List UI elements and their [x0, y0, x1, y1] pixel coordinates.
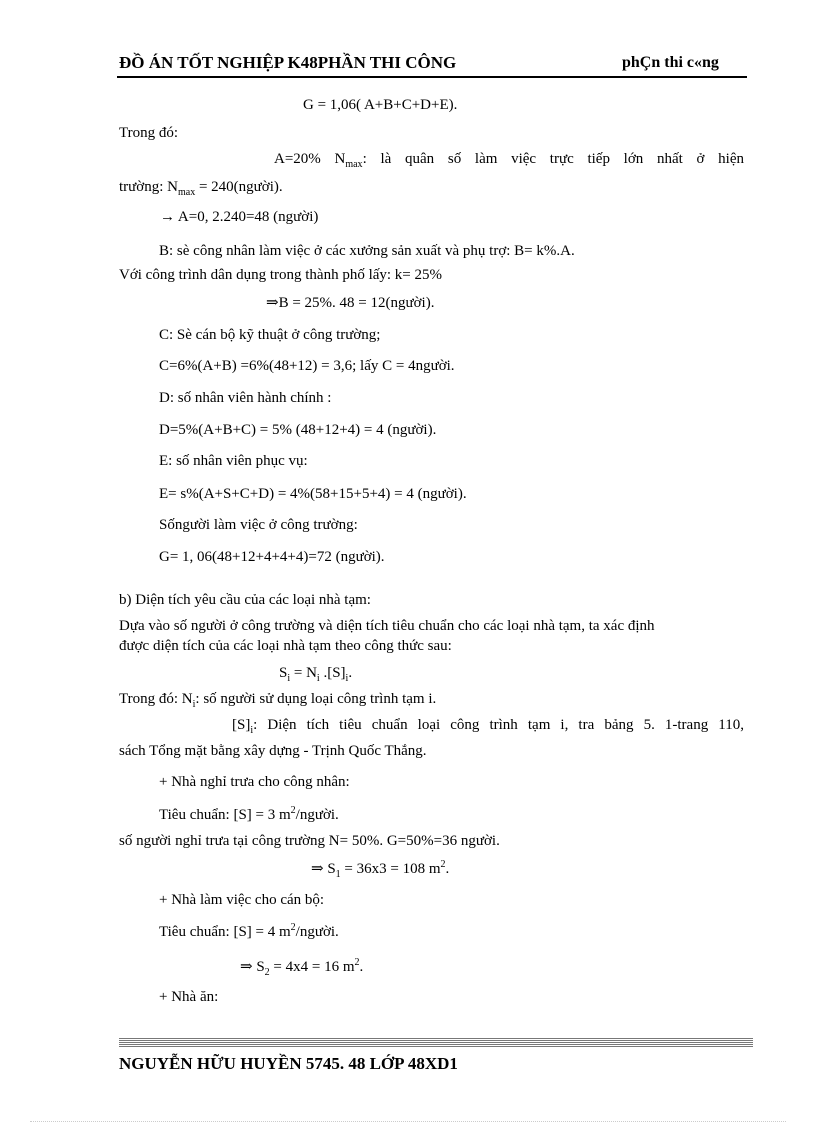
header-title: ĐỒ ÁN TỐT NGHIỆP K48PHẦN THI CÔNG — [119, 53, 457, 72]
text-standard-2: Tiêu chuẩn: [S] = 4 $m^2$/người. — [159, 922, 339, 940]
formula-g-total: G= 1, 06(48+12+4+4+4)=72 (người). — [159, 549, 385, 565]
text-nmax: trường: $N_{max}$ = 240(người). — [119, 179, 283, 198]
formula-a: → A=0, 2.240=48 (người) — [160, 209, 319, 225]
text-workers: Sốngười làm việc ở công trường: — [159, 517, 358, 533]
text-k: Với công trình dân dụng trong thành phố lấy: k= 25% — [119, 267, 443, 283]
text-where: Trong đó: — [119, 125, 179, 141]
section-heading-b: b) Diện tích yêu cầu của các loại nhà tạm: — [119, 592, 371, 608]
item-canteen: + Nhà ăn: — [159, 989, 219, 1005]
text-reference: sách Tổng mặt bằng xây dựng - Trịnh Quốc Thắng. — [119, 743, 427, 759]
text-si-definition: $[S]_i$: Diện tích tiêu chuẩn loại công trình tạm i, tra bảng 5. 1-trang 110, — [232, 717, 744, 736]
item-office-house: + Nhà làm việc cho cán bộ: — [159, 892, 325, 908]
formula-c: C=6%(A+B) =6%(48+12) = 3,6; lấy C = 4người. — [159, 358, 455, 374]
formula-s2: ⇒ $S_2 = 4x4 = 16$ $m^2$. — [240, 957, 364, 978]
footer-rule — [119, 1038, 753, 1048]
text-b-definition: B: sè công nhân làm việc ở các xưởng sản xuất và phụ trợ: B= k%.A. — [159, 243, 575, 259]
formula-e: E= s%(A+S+C+D) = 4%(58+15+5+4) = 4 (người). — [159, 486, 467, 502]
footer-text: NGUYỄN HỮU HUYỀN 5745. 48 LỚP 48XD1 — [119, 1054, 458, 1073]
text-paragraph-cont: được diện tích của các loại nhà tạm theo công thức sau: — [119, 638, 452, 654]
text-rest-count: số người nghỉ trưa tại công trường N= 50%. G=50%=36 người. — [119, 833, 500, 849]
text-standard-1: Tiêu chuẩn: [S] = 3 $m^2$/người. — [159, 805, 339, 823]
formula-si: $S_i = N_i$ $.[S]_i$. — [279, 665, 353, 684]
text-c-definition: C: Sè cán bộ kỹ thuật ở công trường; — [159, 327, 381, 343]
text-e-definition: E: số nhân viên phục vụ: — [159, 453, 308, 469]
formula-b: ⇒B = 25%. 48 = 12(người). — [266, 295, 435, 311]
text-ni-definition: Trong đó: $N_i$: số người sử dụng loại công trình tạm i. — [119, 691, 437, 710]
header-right: phÇn thi c«ng — [622, 54, 719, 71]
header-rule — [117, 76, 747, 78]
formula-d: D=5%(A+B+C) = 5% (48+12+4) = 4 (người). — [159, 422, 437, 438]
formula-s1: ⇒ $S_1 = 36x3 = 108$ $m^2$. — [311, 859, 450, 880]
text-d-definition: D: số nhân viên hành chính : — [159, 390, 332, 406]
item-rest-house: + Nhà nghỉ trưa cho công nhân: — [159, 774, 350, 790]
text-a-definition: A=20% $N_{max}$: là quân số làm việc trực tiếp lớn nhất ở hiện — [274, 151, 744, 170]
formula-g: G = 1,06( A+B+C+D+E). — [303, 97, 458, 113]
page-bottom-dots — [30, 1121, 786, 1122]
text-paragraph: Dựa vào số người ở công trường và diện tích tiêu chuẩn cho các loại nhà tạm, ta xác định — [119, 618, 655, 634]
